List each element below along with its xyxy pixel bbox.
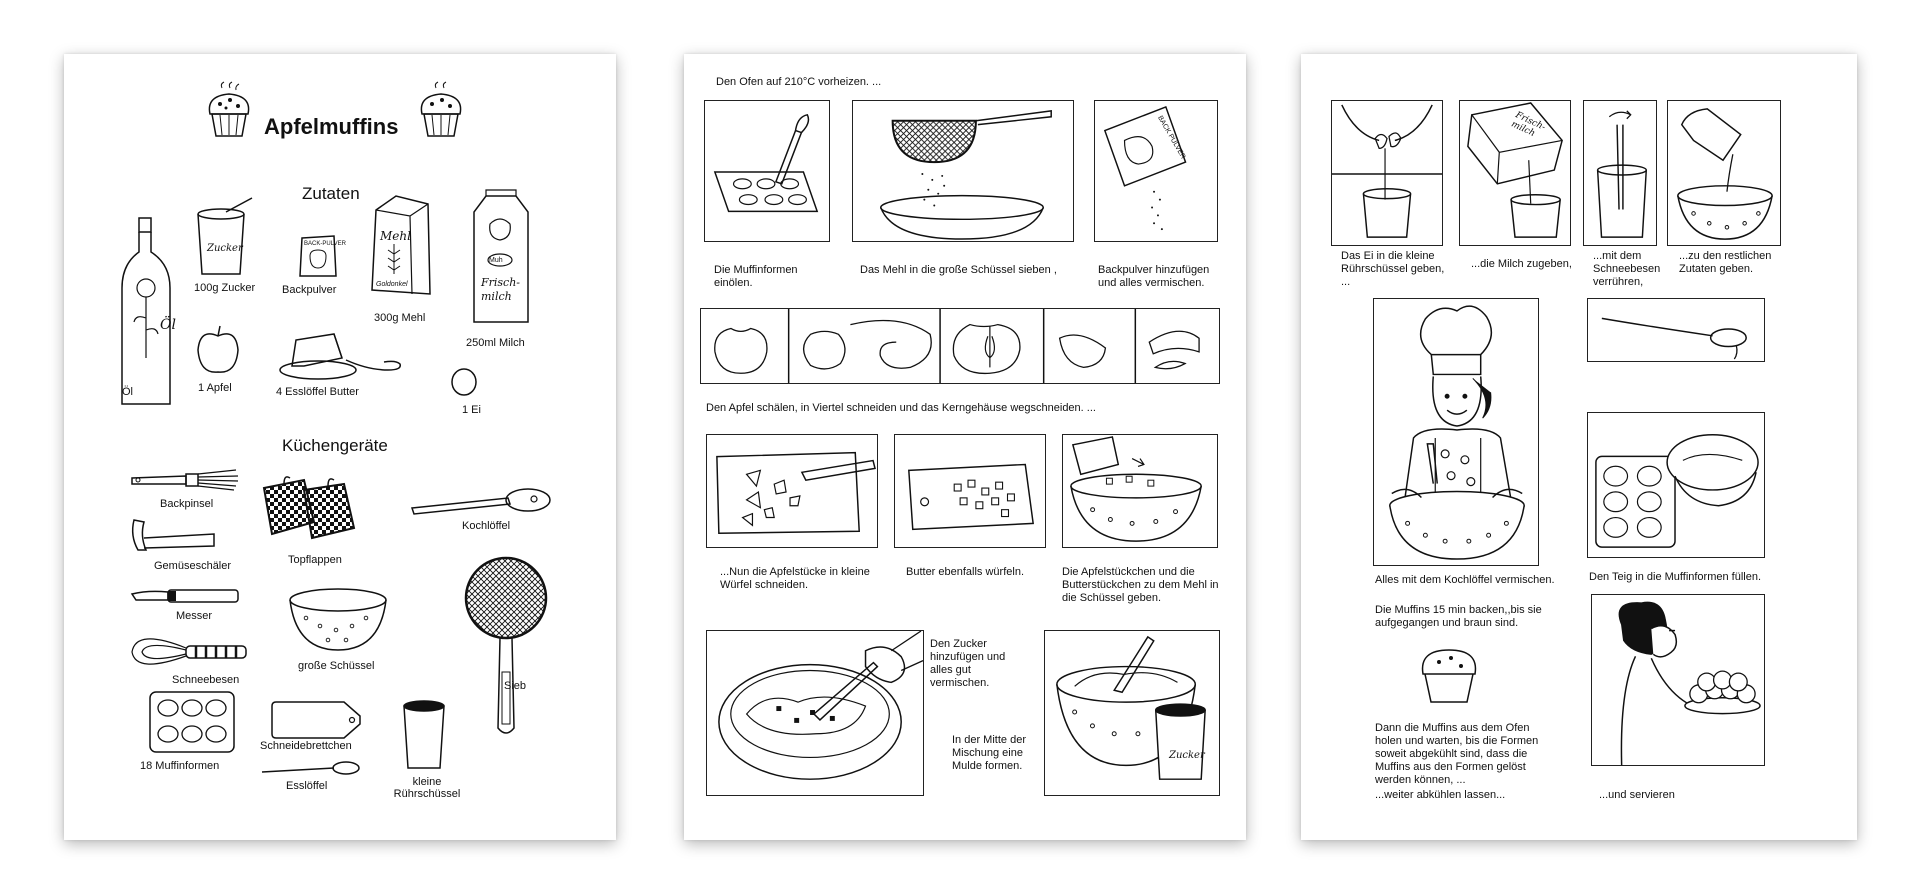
- pastry-brush-illustration: [128, 468, 242, 494]
- step-intro-text: Den Ofen auf 210°C vorheizen. ...: [716, 76, 882, 88]
- tool-whisk: Schneebesen: [172, 674, 240, 686]
- small-mixing-cup-illustration: [400, 698, 448, 772]
- tool-cup-line2: Rührschüssel: [393, 788, 461, 800]
- tool-tablespoon: Esslöffel: [286, 780, 328, 792]
- step-serve-illustration: [1591, 594, 1765, 766]
- step-9-text: In der Mitte der Mischung eine Mulde formen.: [952, 734, 1026, 772]
- step-mixing-illustration: [1373, 298, 1539, 566]
- step-5-text: ...Nun die Apfelstücke in kleine Würfel schneiden.: [720, 566, 870, 591]
- ingredient-egg: 1 Ei: [462, 404, 481, 416]
- step-9-cup-text: Zucker: [1169, 750, 1205, 761]
- step-7-text: Die Apfelstückchen und die Butterstückchen zu dem Mehl in die Schüssel geben.: [1062, 566, 1219, 604]
- step-6-illustration: [894, 434, 1046, 548]
- ingredients-heading: Zutaten: [302, 184, 360, 203]
- mixing-bowl-illustration: [286, 586, 390, 654]
- step-egg-illustration: [1331, 100, 1443, 246]
- ingredient-butter: 4 Esslöffel Butter: [276, 386, 359, 398]
- muffin-illustration-left: [202, 84, 256, 142]
- page-ingredients-tools: [64, 54, 616, 840]
- sieve-illustration: [460, 552, 556, 742]
- tool-board: Schneidebrettchen: [260, 740, 352, 752]
- peeler-illustration: [130, 516, 218, 558]
- page-steps-part2: [1301, 54, 1857, 840]
- step-fill-illustration: [1587, 412, 1765, 558]
- tool-peeler: Gemüseschäler: [154, 560, 232, 572]
- ingredient-flour: 300g Mehl: [374, 312, 426, 324]
- ingredient-oil: Öl: [122, 386, 133, 398]
- step-p3-6-text: Den Teig in die Muffinformen füllen.: [1589, 571, 1762, 583]
- step-2-illustration: [852, 100, 1074, 242]
- step-p3-8-text: Dann die Muffins aus dem Ofen holen und warten, bis die Formen soweit abgekühlt sind, dass die Muffins aus den Formen gelöst werden können, ...: [1375, 722, 1539, 786]
- step-p3-9-text: ...weiter abkühlen lassen...: [1375, 789, 1506, 801]
- step-p3-2-text: ...die Milch zugeben,: [1471, 258, 1572, 270]
- step-whisk-illustration: [1583, 100, 1657, 246]
- ingredient-apple: 1 Apfel: [198, 382, 232, 394]
- step-1-text: Die Muffinformen einölen.: [714, 264, 798, 289]
- baking-powder-pack-text: BACK-PULVER: [304, 241, 346, 247]
- ingredient-baking-powder: Backpulver: [282, 284, 337, 296]
- tablespoon-illustration: [258, 760, 362, 778]
- step-8-text: Den Zucker hinzufügen und alles gut vermischen.: [930, 638, 1006, 689]
- sugar-cup-text: Zucker: [207, 243, 243, 254]
- tool-cup-line1: kleine: [412, 776, 442, 788]
- step-5-illustration: [706, 434, 878, 548]
- egg-illustration: [450, 367, 478, 397]
- step-3-text: Backpulver hinzufügen und alles vermischen.: [1098, 264, 1210, 289]
- step-p3-1-text: Das Ei in die kleine Rührschüssel geben, ...: [1341, 250, 1445, 288]
- step-milk-pack-text: Frisch-milch: [1509, 110, 1547, 140]
- oil-bottle-illustration: [114, 218, 178, 408]
- page-steps-part1: [684, 54, 1246, 840]
- step-7-illustration: [1062, 434, 1218, 548]
- ingredient-milk: 250ml Milch: [466, 337, 525, 349]
- milk-carton-cow-text: Muh: [489, 257, 503, 264]
- step-4-text: Den Apfel schälen, in Viertel schneiden und das Kerngehäuse wegschneiden. ...: [706, 402, 1096, 414]
- butter-illustration: [278, 330, 404, 382]
- flour-bag-text: Mehl: [380, 229, 411, 243]
- sugar-cup-illustration: [192, 204, 254, 276]
- step-2-text: Das Mehl in die große Schüssel sieben ,: [860, 264, 1057, 276]
- step-p3-5-text: Alles mit dem Kochlöffel vermischen.: [1375, 574, 1555, 586]
- milk-carton-text: Frisch-milch: [481, 276, 521, 303]
- step-p3-7-text: Die Muffins 15 min backen,,bis sie aufgegangen und braun sind.: [1375, 604, 1542, 629]
- tool-knife: Messer: [176, 610, 213, 622]
- page-title: Apfelmuffins: [264, 114, 399, 139]
- step-p3-10-text: ...und servieren: [1599, 789, 1675, 801]
- step-p3-4-text: ...zu den restlichen Zutaten geben.: [1679, 250, 1772, 275]
- step-3-pack-text: BACK PULVER: [1156, 114, 1187, 161]
- tool-bowl: große Schüssel: [298, 660, 375, 672]
- tool-tin: 18 Muffinformen: [140, 760, 220, 772]
- tool-brush: Backpinsel: [160, 498, 214, 510]
- step-milk-illustration: [1459, 100, 1571, 246]
- muffin-illustration-right: [414, 84, 468, 142]
- muffin-tin-illustration: [146, 688, 238, 756]
- step-8-illustration: [706, 630, 924, 796]
- knife-illustration: [128, 586, 244, 606]
- step-9-illustration: [1044, 630, 1220, 796]
- cutting-board-illustration: [268, 698, 364, 744]
- wooden-spoon-illustration: [408, 484, 558, 518]
- tool-spoon: Kochlöffel: [462, 520, 511, 532]
- baked-muffin-illustration: [1415, 644, 1483, 708]
- oil-bottle-text: Öl: [160, 317, 176, 333]
- step-6-text: Butter ebenfalls würfeln.: [906, 566, 1025, 578]
- apple-illustration: [194, 326, 242, 376]
- whisk-illustration: [126, 634, 252, 672]
- step-4-illustration: [700, 308, 1220, 384]
- flour-bag-brand: Goldonkel: [376, 281, 408, 288]
- ingredient-sugar: 100g Zucker: [194, 282, 256, 294]
- step-p3-3-text: ...mit dem Schneebesen verrühren,: [1593, 250, 1661, 288]
- tool-sieve: Sieb: [504, 680, 527, 692]
- potholders-illustration: [258, 474, 360, 554]
- step-spoon-illustration: [1587, 298, 1765, 362]
- tools-heading: Küchengeräte: [282, 436, 388, 455]
- step-3-illustration: [1094, 100, 1218, 242]
- step-pour-illustration: [1667, 100, 1781, 246]
- tool-potholders: Topflappen: [288, 554, 342, 566]
- step-1-illustration: [704, 100, 830, 242]
